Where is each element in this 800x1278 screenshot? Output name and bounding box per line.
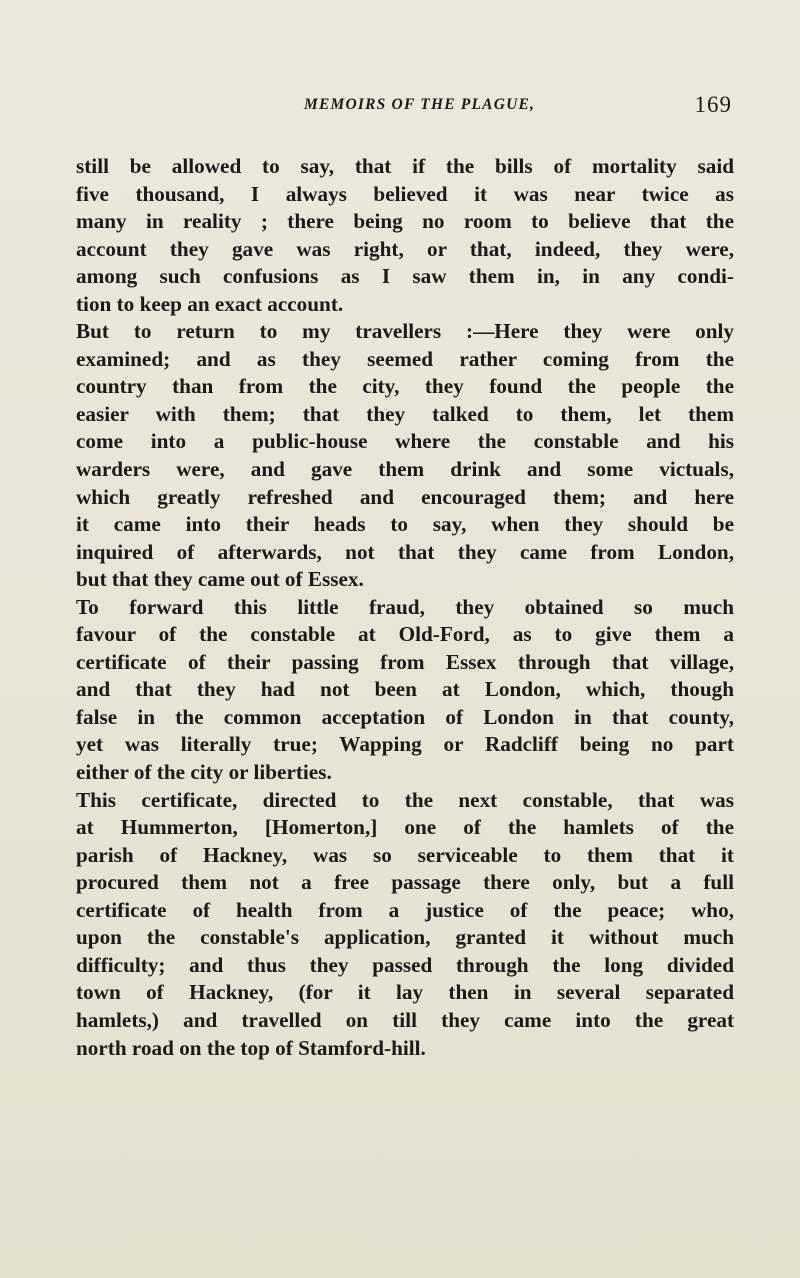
text-line: among such confusions as I saw them in, in any condi- <box>76 264 734 289</box>
text-line: many in reality ; there being no room to believe that the <box>76 209 734 234</box>
text-line: easier with them; that they talked to them, let them <box>76 401 734 426</box>
text-line: upon the constable's application, granted it without much <box>76 925 734 950</box>
text-line: procured them not a free passage there only, but a full <box>76 870 734 895</box>
text-line: parish of Hackney, was so serviceable to them that it <box>76 842 734 867</box>
text-line: still be allowed to say, that if the bills of mortality said <box>76 154 734 178</box>
text-line: To forward this little fraud, they obtained so much <box>76 594 734 619</box>
running-head <box>76 92 732 132</box>
text-line: it came into their heads to say, when they should be <box>76 512 734 537</box>
text-line: either of the city or liberties. <box>76 760 332 785</box>
text-line: favour of the constable at Old-Ford, as to give them a <box>76 622 734 647</box>
text-line: country than from the city, they found the people the <box>76 374 734 399</box>
text-line: This certificate, directed to the next constable, that was <box>76 787 734 812</box>
text-line: examined; and as they seemed rather coming from the <box>76 346 734 371</box>
text-line: inquired of afterwards, not that they came from London, <box>76 539 734 564</box>
text-line: certificate of health from a justice of the peace; who, <box>76 897 734 922</box>
text-line: which greatly refreshed and encouraged them; and here <box>76 484 734 509</box>
text-line: come into a public-house where the constable and his <box>76 429 734 454</box>
text-line: certificate of their passing from Essex through that village, <box>76 649 734 674</box>
body-text <box>76 153 734 1062</box>
text-line: hamlets,) and travelled on till they came into the great <box>76 1007 734 1032</box>
text-line: town of Hackney, (for it lay then in several separated <box>76 980 734 1005</box>
text-line: north road on the top of Stamford-hill. <box>76 1035 426 1060</box>
text-line: and that they had not been at London, which, though <box>76 677 734 702</box>
text-line: warders were, and gave them drink and some victuals, <box>76 457 734 482</box>
text-line: account they gave was right, or that, indeed, they were, <box>76 236 734 261</box>
text-line: five thousand, I always believed it was near twice as <box>76 181 734 206</box>
text-line: false in the common acceptation of London in that county, <box>76 704 734 729</box>
running-title: MEMOIRS OF THE PLAGUE, <box>304 96 536 113</box>
page-number: 169 <box>694 92 732 117</box>
text-line: but that they came out of Essex. <box>76 567 364 592</box>
text-line: tion to keep an exact account. <box>76 291 344 316</box>
text-line: at Hummerton, [Homerton,] one of the hamlets of the <box>76 815 734 840</box>
text-line: yet was literally true; Wapping or Radcliff being no part <box>76 732 734 757</box>
text-line: difficulty; and thus they passed through the long divided <box>76 952 734 977</box>
text-line: But to return to my travellers :—Here they were only <box>76 319 734 344</box>
